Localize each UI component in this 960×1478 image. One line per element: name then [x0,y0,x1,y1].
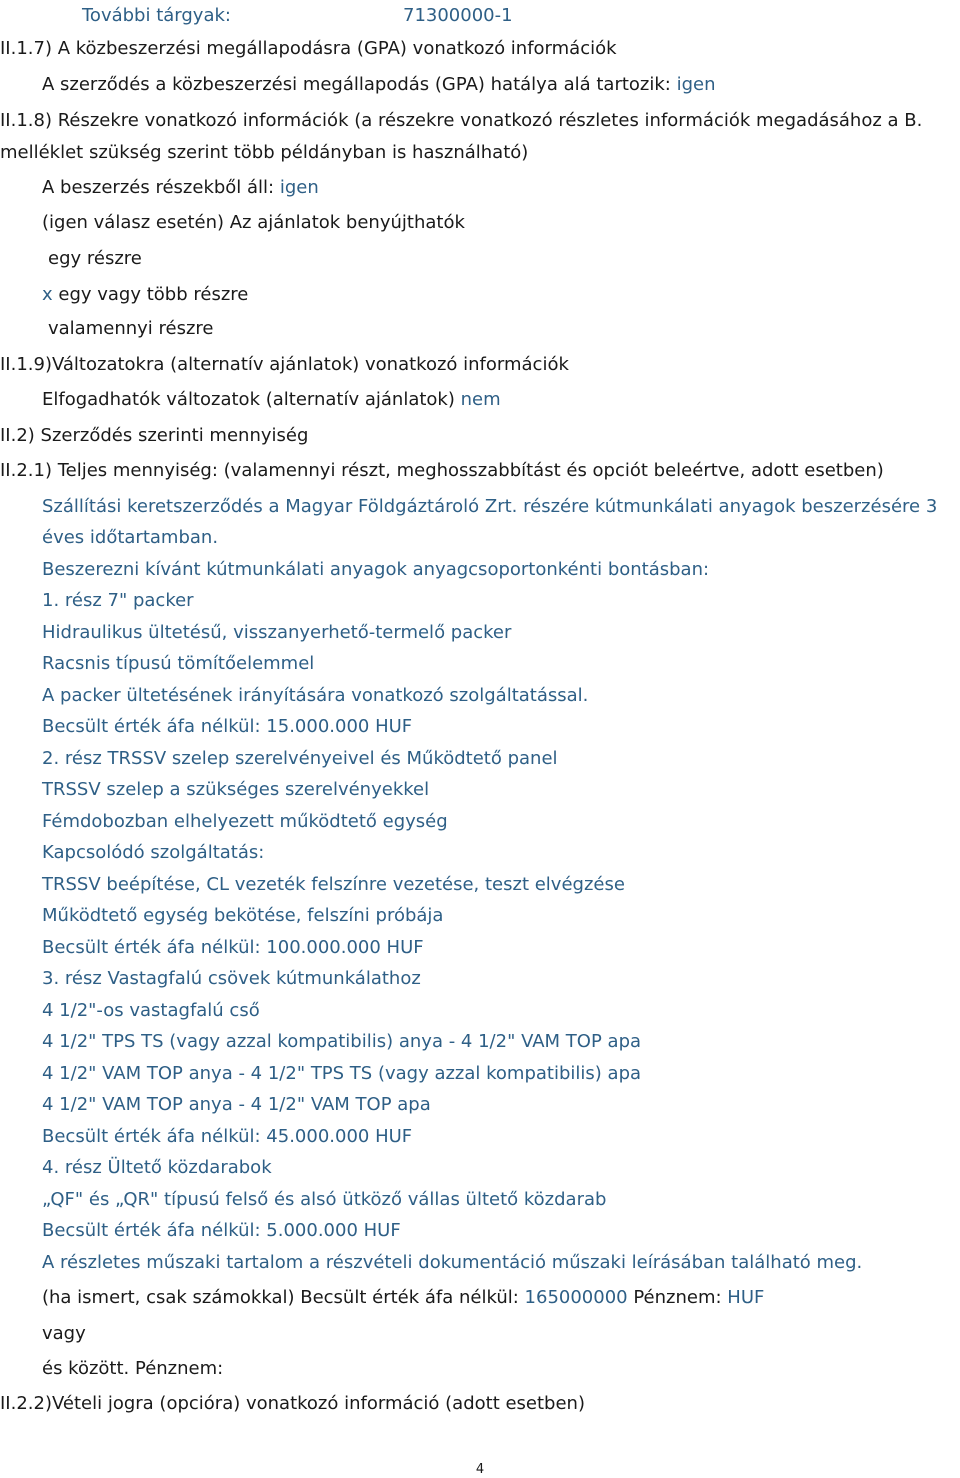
currency-label: Pénznem: [627,1287,728,1308]
description-line: „QF" és „QR" típusú felső és alsó ütköző vállas ültető közdarab [42,1189,607,1210]
option-one-part: egy részre [48,248,142,269]
gpa-statement-text: A szerződés a közbeszerzési megállapodás (GPA) hatálya alá tartozik: [42,74,677,95]
additional-subjects-code: 71300000-1 [403,5,513,26]
description-line: 4 1/2" TPS TS (vagy azzal kompatibilis) anya - 4 1/2" VAM TOP apa [42,1031,642,1052]
section-heading-variants: II.1.9)Változatokra (alternatív ajánlatok) vonatkozó információk [0,354,569,375]
option-all-parts: valamennyi részre [48,318,214,339]
description-line: Racsnis típusú tömítőelemmel [42,653,315,674]
description-line: Beszerezni kívánt kútmunkálati anyagok anyagcsoportonkénti bontásban: [42,559,710,580]
description-line: Kapcsolódó szolgáltatás: [42,842,265,863]
or-label: vagy [42,1323,86,1344]
option-one-or-more-label: egy vagy több részre [58,284,249,305]
section-heading-gpa: II.1.7) A közbeszerzési megállapodásra (GPA) vonatkozó információk [0,38,617,59]
description-line: éves időtartamban. [42,527,219,548]
page-number: 4 [475,1462,485,1477]
part-2-value: Becsült érték áfa nélkül: 100.000.000 HUF [42,937,424,958]
description-line: TRSSV beépítése, CL vezeték felszínre vezetése, teszt elvégzése [42,874,625,895]
description-line: A részletes műszaki tartalom a részvételi dokumentáció műszaki leírásában található meg. [42,1252,863,1273]
section-heading-parts: II.1.8) Részekre vonatkozó információk (a részekre vonatkozó részletes információk megadásához a B. [0,110,923,131]
description-line: 4 1/2"-os vastagfalú cső [42,1000,260,1021]
section-heading-total-quantity: II.2.1) Teljes mennyiség: (valamennyi részt, meghosszabbítást és opciót beleértve, adott esetben) [0,460,884,481]
part-2-title: 2. rész TRSSV szelep szerelvényeivel és Működtető panel [42,748,558,769]
estimated-value: 165000000 [524,1287,628,1308]
estimated-value-label: (ha ismert, csak számokkal) Becsült érték áfa nélkül: [42,1287,525,1308]
part-3-value: Becsült érték áfa nélkül: 45.000.000 HUF [42,1126,413,1147]
variants-statement [42,391,501,409]
bids-submission-label: (igen válasz esetén) Az ajánlatok benyújthatók [42,212,465,233]
option-one-or-more [42,286,248,304]
part-1-value: Becsült érték áfa nélkül: 15.000.000 HUF [42,716,413,737]
estimated-value-line [42,1289,764,1307]
part-3-title: 3. rész Vastagfalú csövek kútmunkálathoz [42,968,421,989]
selected-mark: x [42,284,59,305]
description-line: Szállítási keretszerződés a Magyar Földgáztároló Zrt. részére kútmunkálati anyagok beszerzésére 3 [42,496,938,517]
description-line: 4 1/2" VAM TOP anya - 4 1/2" VAM TOP apa [42,1094,431,1115]
description-line: A packer ültetésének irányítására vonatkozó szolgáltatással. [42,685,589,706]
gpa-answer: igen [676,74,716,95]
variants-statement-text: Elfogadhatók változatok (alternatív ajánlatok) [42,389,461,410]
description-line: TRSSV szelep a szükséges szerelvényekkel [42,779,430,800]
description-line: 4 1/2" VAM TOP anya - 4 1/2" TPS TS (vagy azzal kompatibilis) apa [42,1063,642,1084]
description-line: Fémdobozban elhelyezett működtető egység [42,811,448,832]
section-heading-quantity: II.2) Szerződés szerinti mennyiség [0,425,309,446]
variants-answer: nem [460,389,501,410]
part-4-title: 4. rész Ültető közdarabok [42,1157,272,1178]
section-heading-options: II.2.2)Vételi jogra (opcióra) vonatkozó információ (adott esetben) [0,1393,585,1414]
gpa-statement [42,76,716,94]
parts-statement [42,179,319,197]
description-line: Hidraulikus ültetésű, visszanyerhető-termelő packer [42,622,512,643]
description-line: Működtető egység bekötése, felszíni próbája [42,905,444,926]
range-currency-label: és között. Pénznem: [42,1358,224,1379]
part-4-value: Becsült érték áfa nélkül: 5.000.000 HUF [42,1220,401,1241]
section-heading-parts-cont: melléklet szükség szerint több példányban is használható) [0,142,529,163]
parts-answer: igen [279,177,319,198]
additional-subjects-label: További tárgyak: [82,5,231,26]
parts-statement-text: A beszerzés részekből áll: [42,177,280,198]
part-1-title: 1. rész 7" packer [42,590,194,611]
currency-value: HUF [727,1287,765,1308]
